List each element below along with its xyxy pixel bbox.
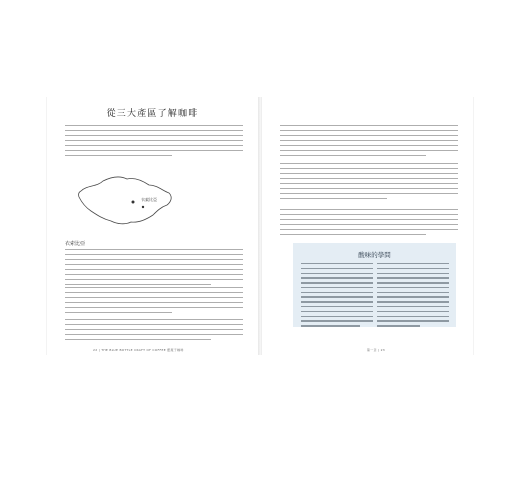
box-column-right [377,263,449,330]
region-subhead: 衣索比亞 [65,241,86,247]
ethiopia-paragraph-2 [65,287,243,317]
right-paragraph-1 [280,125,458,160]
ethiopia-map-illustration [73,169,183,231]
book-spread [47,97,473,355]
intro-paragraph [65,125,243,160]
right-page [262,97,473,355]
box-title: 酸味的學問 [358,251,391,259]
page-footer-right: 第一章 | 23 [366,348,385,352]
map-label: 衣索比亞 [141,197,157,202]
left-page [47,97,258,355]
box-column-left [301,263,373,330]
sidebar-box [293,243,456,327]
right-paragraph-2 [280,163,458,203]
page-footer: 22 | THE BLUE BOTTLE CRAFT OF COFFEE 藍瓶子咖啡 [93,348,184,352]
right-paragraph-3 [280,209,458,239]
ethiopia-paragraph [65,249,243,289]
ethiopia-paragraph-3 [65,319,243,344]
section-title: 從三大產區了解咖啡 [106,109,199,119]
